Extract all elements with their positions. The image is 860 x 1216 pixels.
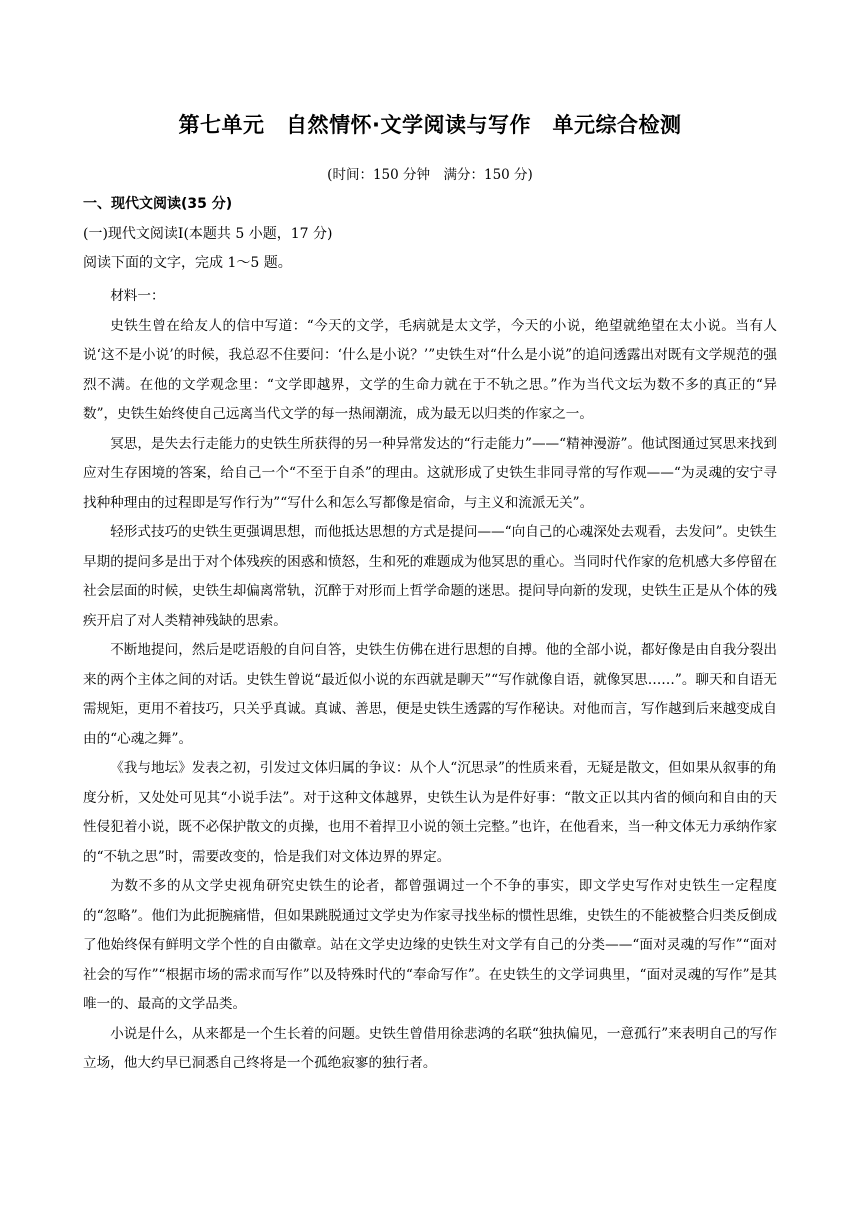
subsection-heading: (一)现代文阅读Ⅰ(本题共 5 小题，17 分) <box>83 226 333 242</box>
section-heading: 一、现代文阅读(35 分) <box>83 196 233 212</box>
passage-paragraph: 史铁生曾在给友人的信中写道：“今天的文学，毛病就是太文学，今天的小说，绝望就绝望在太小说。当有人说‘这不是小说’的时候，我总忍不住要问：‘什么是小说？’”史铁生对“什么是小说”的追问透露出对既有文学规范的强烈不满。在他的文学观念里：“文学即越界，文学的生命力就在于不轨之思。”作为当代文坛为数不多的真正的“异数”，史铁生始终使自己远离当代文学的每一热闹潮流，成为最无以归类的作家之一。 <box>83 317 777 422</box>
passage-paragraph: 为数不多的从文学史视角研究史铁生的论者，都曾强调过一个不争的事实，即文学史写作对史铁生一定程度的“忽略”。他们为此扼腕痛惜，但如果跳脱通过文学史为作家寻找坐标的惯性思维，史铁生的不能被整合归类反倒成了他始终保有鲜明文学个性的自由徽章。站在文学史边缘的史铁生对文学有自己的分类——“面对灵魂的写作”“面对社会的写作”“根据市场的需求而写作”以及特殊时代的“奉命写作”。在史铁生的文学词典里，“面对灵魂的写作”是其唯一的、最高的文学品类。 <box>83 878 777 1012</box>
passage-paragraph: 不断地提问，然后是呓语般的自问自答，史铁生仿佛在进行思想的自搏。他的全部小说，都好像是由自我分裂出来的两个主体之间的对话。史铁生曾说“最近似小说的东西就是聊天”“写作就像自语，就像冥思……”。聊天和自语无需规矩，更用不着技巧，只关乎真诚。真诚、善思，便是史铁生透露的写作秘诀。对他而言，写作越到后来越变成自由的“心魂之舞”。 <box>83 642 777 747</box>
passage-paragraph: 冥思，是失去行走能力的史铁生所获得的另一种异常发达的“行走能力”——“精神漫游”。他试图通过冥思来找到应对生存困境的答案，给自己一个“不至于自杀”的理由。这就形成了史铁生非同寻常的写作观——“为灵魂的安宁寻找种种理由的过程即是写作行为”“写什么和怎么写都像是宿命，与主义和流派无关”。 <box>83 435 777 511</box>
passage-paragraph: 《我与地坛》发表之初，引发过文体归属的争议：从个人“沉思录”的性质来看，无疑是散文，但如果从叙事的角度分析，又处处可见其“小说手法”。对于这种文体越界，史铁生认为是件好事：“散文正以其内省的倾向和自由的天性侵犯着小说，既不必保护散文的贞操，也用不着捍卫小说的领土完整。”也许，在他看来，当一种文体无力承纳作家的“不轨之思”时，需要改变的，恰是我们对文体边界的界定。 <box>83 760 777 865</box>
reading-passage <box>83 282 777 1079</box>
page-title: 第七单元 自然情怀·文学阅读与写作 单元综合检测 <box>178 113 682 137</box>
material-label: 材料一： <box>110 288 165 304</box>
reading-instruction: 阅读下面的文字，完成 1～5 题。 <box>83 255 292 271</box>
exam-time-info: (时间：150 分钟 满分：150 分) <box>327 167 533 183</box>
passage-paragraph: 轻形式技巧的史铁生更强调思想，而他抵达思想的方式是提问——“向自己的心魂深处去观看，去发问”。史铁生早期的提问多是出于对个体残疾的困惑和愤怒，生和死的难题成为他冥思的重心。当同时代作家的危机感大多停留在社会层面的时候，史铁生却偏离常轨，沉醉于对形而上哲学命题的迷思。提问导向新的发现，史铁生正是从个体的残疾开启了对人类精神残缺的思索。 <box>83 524 777 629</box>
passage-paragraph: 小说是什么，从来都是一个生长着的问题。史铁生曾借用徐悲鸿的名联“独执偏见，一意孤行”来表明自己的写作立场，他大约早已洞悉自己终将是一个孤绝寂寥的独行者。 <box>83 1025 777 1071</box>
